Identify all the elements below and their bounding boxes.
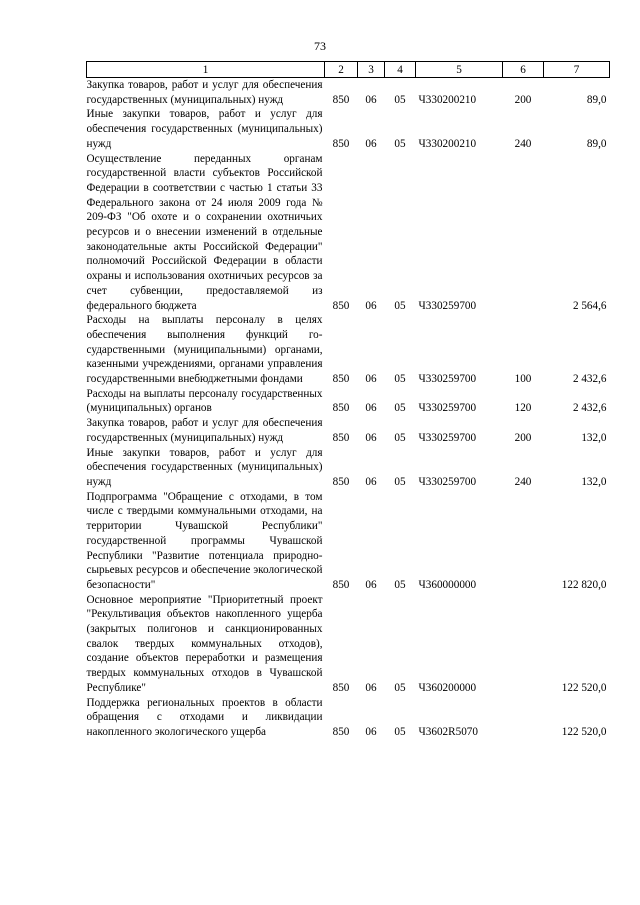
- row-section-code: 06: [365, 725, 377, 738]
- row-subsection-code: 05: [394, 402, 406, 415]
- row-section-code: 06: [365, 93, 377, 106]
- table-row: [87, 107, 610, 151]
- row-amount: 89,0: [586, 137, 607, 150]
- row-name-cell: Поддержка региональных проектов в области обращения с отходами и ликвидации накопленного экологического ущерба: [86, 696, 323, 738]
- row-target-article: Ч330259700: [418, 475, 477, 488]
- row-subsection-code: 05: [394, 578, 406, 591]
- row-expense-type: 200: [514, 431, 532, 444]
- row-ministry-code: 850: [332, 93, 350, 106]
- row-ministry-code: 850: [332, 299, 350, 312]
- row-target-article: Ч3602R5070: [418, 725, 478, 738]
- row-subsection-code: 05: [394, 93, 406, 106]
- row-amount: 122 520,0: [561, 681, 607, 694]
- row-ministry-code: 850: [332, 725, 350, 738]
- row-subsection-code: 05: [394, 475, 406, 488]
- row-amount: 89,0: [586, 93, 607, 106]
- row-target-article: Ч360000000: [418, 578, 477, 591]
- budget-table: [86, 61, 610, 740]
- table-row: [87, 696, 610, 740]
- column-header: 1: [87, 62, 325, 78]
- column-header: 7: [544, 62, 610, 78]
- row-expense-type: [503, 490, 544, 593]
- table-row: [87, 446, 610, 490]
- row-subsection-code: 05: [394, 681, 406, 694]
- row-amount: 122 820,0: [561, 578, 607, 591]
- row-ministry-code: 850: [332, 431, 350, 444]
- column-header: 2: [325, 62, 358, 78]
- column-header: 4: [385, 62, 416, 78]
- table-row: [87, 593, 610, 696]
- row-name-cell: Основное мероприятие "Приоритетный проект "Рекультивация объектов накопленного ущерба (закрытых полигонов и санкционированных свалок твердых коммунальных отходов), создание объектов переработки и размещения твердых коммунальных отходов в Чувашской Республике": [86, 593, 323, 694]
- row-expense-type: 100: [514, 373, 532, 386]
- row-ministry-code: 850: [332, 137, 350, 150]
- row-ministry-code: 850: [332, 402, 350, 415]
- row-name-cell: Иные закупки товаров, работ и услуг для обеспечения государственных (муниципальных) нужд: [86, 108, 323, 150]
- row-name-cell: Осуществление переданных органам государственной власти субъектов Российской Федерации в соответствии с частью 1 статьи 33 Федерального закона от 24 июля 2009 года № 209-ФЗ "Об охоте и о сохранении охотничьих ресурсов и о внесении изменений в отдельные законодательные акты Российской Федерации" полномочий Российской Федерации в области охраны и использования охотничьих ресурсов за счет субвенции, предоставляемой из федерального бюджета: [86, 152, 323, 312]
- page-number: 73: [314, 39, 326, 53]
- table-header-row: [87, 62, 610, 78]
- row-section-code: 06: [365, 475, 377, 488]
- row-name-cell: Расходы на выплаты персоналу в целях обеспечения выполнения функций государственными (муниципальными) органами, казенными учреждениями, органами управления государственными внебюджетными фондами: [86, 314, 323, 386]
- column-header: 5: [416, 62, 503, 78]
- table-row: [87, 78, 610, 108]
- row-name-cell: Расходы на выплаты персоналу государственных (муниципальных) органов: [86, 387, 323, 415]
- row-amount: 122 520,0: [561, 725, 607, 738]
- row-ministry-code: 850: [332, 373, 350, 386]
- row-expense-type: 240: [514, 475, 532, 488]
- row-name-cell: Закупка товаров, работ и услуг для обеспечения государственных (муниципальных) нужд: [86, 79, 323, 106]
- row-name-cell: Закупка товаров, работ и услуг для обеспечения государственных (муниципальных) нужд: [86, 417, 323, 444]
- row-name-cell: Иные закупки товаров, работ и услуг для обеспечения государственных (муниципальных) нужд: [86, 446, 323, 488]
- row-ministry-code: 850: [332, 475, 350, 488]
- row-section-code: 06: [365, 578, 377, 591]
- table-row: [87, 313, 610, 387]
- column-header: 6: [503, 62, 544, 78]
- row-target-article: Ч330259700: [418, 373, 477, 386]
- row-name-cell: Подпрограмма "Обращение с отходами, в том числе с твердыми коммунальными отходами, на территории Чувашской Республики" государственной программы Чувашской Республики "Развитие потенциала природно-сырьевых ресурсов и обеспечение экологической безопасности": [86, 490, 323, 591]
- row-subsection-code: 05: [394, 431, 406, 444]
- row-section-code: 06: [365, 299, 377, 312]
- row-expense-type: 240: [514, 137, 532, 150]
- row-expense-type: 120: [514, 402, 532, 415]
- table-row: [87, 387, 610, 416]
- row-subsection-code: 05: [394, 725, 406, 738]
- row-subsection-code: 05: [394, 373, 406, 386]
- row-expense-type: [503, 696, 544, 740]
- row-subsection-code: 05: [394, 299, 406, 312]
- table-row: [87, 416, 610, 445]
- row-section-code: 06: [365, 402, 377, 415]
- row-target-article: Ч330259700: [418, 299, 477, 312]
- table-row: [87, 490, 610, 593]
- row-expense-type: [503, 152, 544, 314]
- row-section-code: 06: [365, 681, 377, 694]
- row-section-code: 06: [365, 431, 377, 444]
- row-expense-type: 200: [514, 93, 532, 106]
- row-ministry-code: 850: [332, 578, 350, 591]
- row-amount: 2 564,6: [572, 299, 607, 312]
- column-header: 3: [358, 62, 385, 78]
- row-expense-type: [503, 593, 544, 696]
- row-target-article: Ч330259700: [418, 402, 477, 415]
- row-target-article: Ч330200210: [418, 93, 477, 106]
- row-amount: 2 432,6: [572, 402, 607, 415]
- row-amount: 132,0: [581, 475, 607, 488]
- row-ministry-code: 850: [332, 681, 350, 694]
- row-amount: 132,0: [581, 431, 607, 444]
- row-target-article: Ч330259700: [418, 431, 477, 444]
- row-subsection-code: 05: [394, 137, 406, 150]
- table-row: [87, 152, 610, 314]
- row-section-code: 06: [365, 373, 377, 386]
- row-target-article: Ч360200000: [418, 681, 477, 694]
- row-section-code: 06: [365, 137, 377, 150]
- row-target-article: Ч330200210: [418, 137, 477, 150]
- row-amount: 2 432,6: [572, 373, 607, 386]
